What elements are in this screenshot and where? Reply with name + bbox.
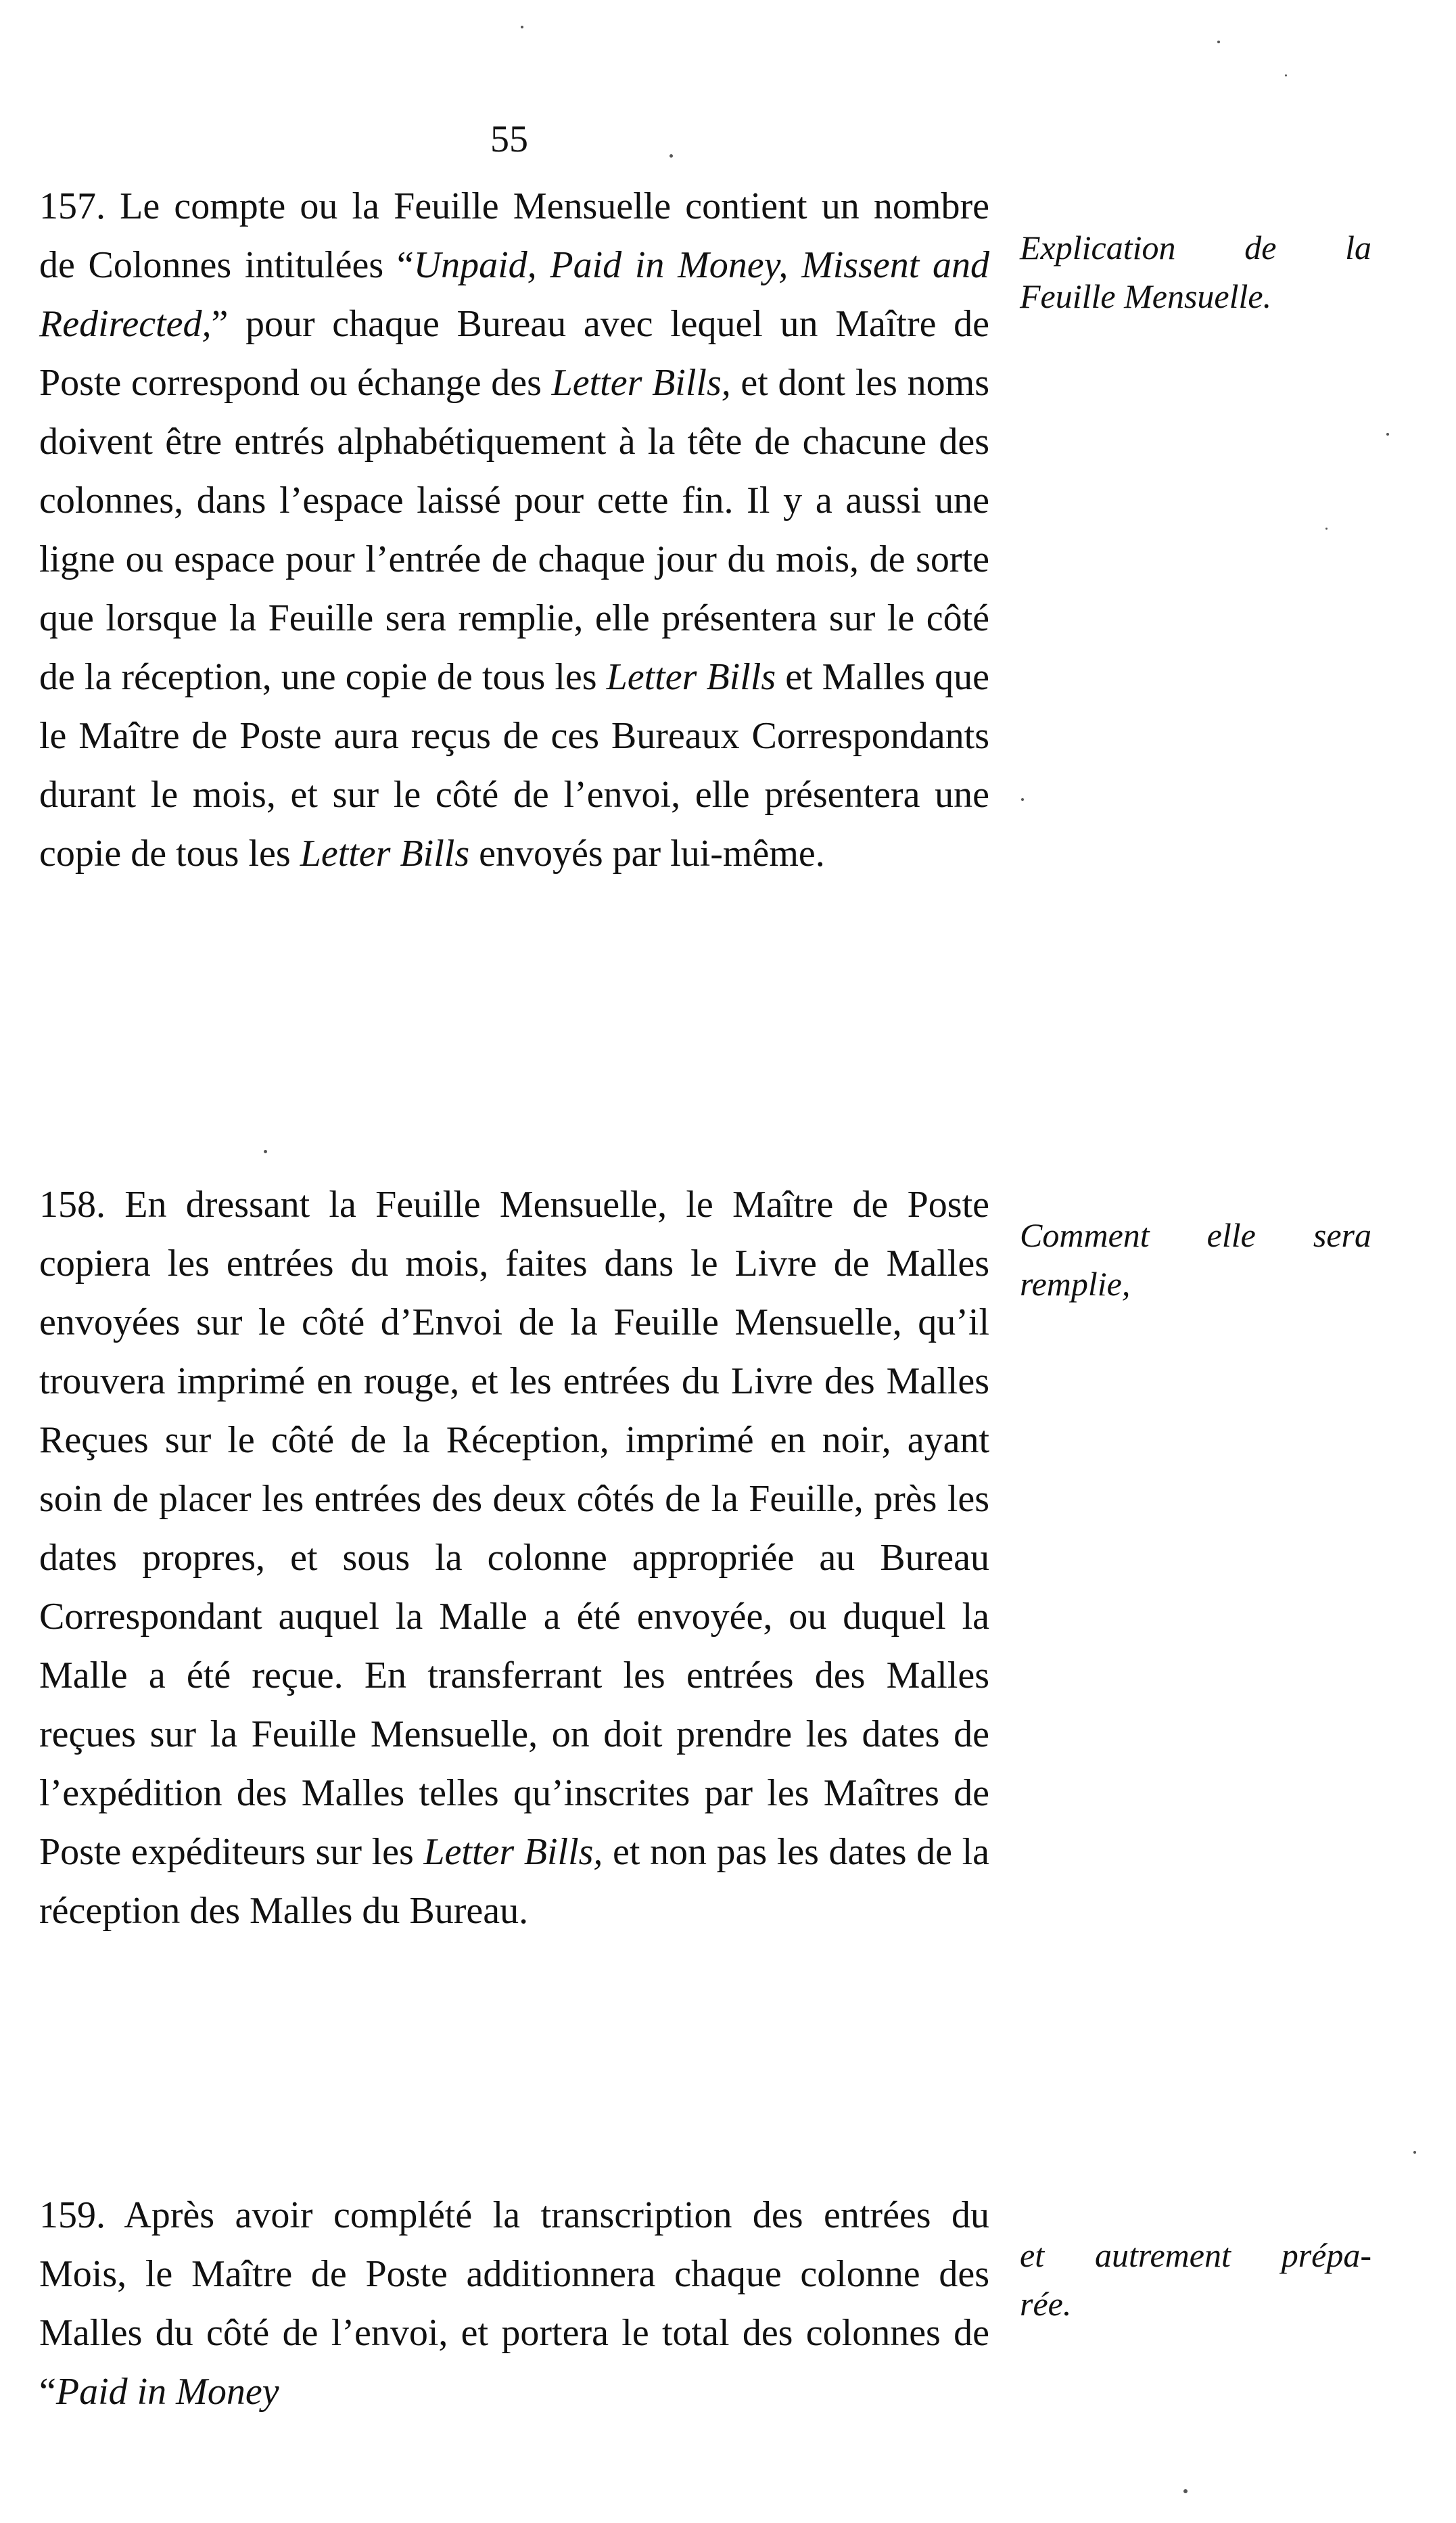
scan-speck xyxy=(1217,41,1220,43)
paragraph-159 xyxy=(39,2186,989,2422)
scan-speck xyxy=(1021,798,1024,801)
paragraph-italic-text: Letter Bills, xyxy=(423,1831,603,1873)
margin-note-line: Comment elle sera xyxy=(1020,1216,1371,1254)
paragraph-number: 157. xyxy=(39,185,105,227)
margin-note-comment xyxy=(1020,1211,1371,1308)
scan-speck xyxy=(1413,2151,1416,2154)
scan-speck xyxy=(521,26,523,28)
paragraph-text: ” pour chaque Bureau avec lequel un Maître de Poste correspond ou échange des xyxy=(39,303,989,404)
scan-speck xyxy=(1325,528,1328,530)
margin-note-line: rée. xyxy=(1020,2285,1072,2323)
margin-note-line: remplie, xyxy=(1020,1265,1131,1303)
margin-note-line: Feuille Mensuelle. xyxy=(1020,277,1272,315)
paragraph-text: et non pas les dates de la réception des Malles du Bureau. xyxy=(39,1831,989,1932)
paragraph-text: En dressant la Feuille Mensuelle, le Maître de Poste copiera les entrées du mois, faites dans le Livre de Malles envoyées sur le côté d’Envoi de la Feuille Mensuelle, qu’il trouvera imprimé en rouge, et les entrées du Livre des Malles Reçues sur le côté de la Réception, imprimé en noir, ayant soin de placer les entrées des deux côtés de la Feuille, près les dates propres, et sous la colonne appropriée au Bureau Correspondant auquel la Malle a été envoyée, ou duquel la Malle a été reçue. En transferrant les entrées des Malles reçues sur la Feuille Mensuelle, on doit prendre les dates de l’expédition des Malles telles qu’inscrites par les Maîtres de Poste expéditeurs sur les xyxy=(39,1184,989,1873)
paragraph-157 xyxy=(39,177,989,883)
scan-speck xyxy=(670,154,673,158)
paragraph-italic-text: Letter Bills, xyxy=(551,362,731,404)
paragraph-italic-text: Paid in Money xyxy=(55,2371,279,2413)
paragraph-text: et Malles que le Maître de Poste aura reçus de ces Bureaux Correspondants durant le mois, et sur le côté de l’envoi, elle présentera une copie de tous les xyxy=(39,656,990,875)
margin-note-line: et autrement prépa- xyxy=(1020,2236,1371,2274)
scan-speck xyxy=(1183,2489,1188,2493)
paragraph-italic-text: Letter Bills xyxy=(300,833,470,875)
margin-note-autrement xyxy=(1020,2231,1371,2328)
margin-note-line: Explication de la xyxy=(1020,229,1371,267)
paragraph-text: Le compte ou la Feuille Mensuelle contient un nombre de Colonnes intitulées “ xyxy=(39,185,989,286)
paragraph-italic-text: Unpaid, Paid in Money, Missent and Redirected, xyxy=(39,244,989,345)
paragraph-italic-text: Letter Bills xyxy=(606,656,776,698)
paragraph-number: 159. xyxy=(39,2194,105,2236)
paragraph-text: envoyés par lui-même. xyxy=(469,833,825,875)
paragraph-text: et dont les noms doivent être entrés alphabétiquement à la tête de chacune des colonnes, dans l’espace laissé pour cette fin. Il y a aussi une ligne ou espace pour l’entrée de chaque jour du mois, de sorte que lorsque la Feuille sera remplie, elle présentera sur le côté de la réception, une copie de tous les xyxy=(39,362,989,698)
scan-speck xyxy=(264,1150,267,1153)
paragraph-text: Après avoir complété la transcription des entrées du Mois, le Maître de Poste additionnera chaque colonne des Malles du côté de l’envoi, et portera le total des colonnes de “ xyxy=(39,2194,989,2413)
page-number: 55 xyxy=(490,118,528,160)
paragraph-158 xyxy=(39,1176,989,1941)
scan-speck xyxy=(1386,433,1389,436)
scan-speck xyxy=(1285,74,1287,76)
margin-note-explication xyxy=(1020,223,1371,321)
paragraph-number: 158. xyxy=(39,1184,105,1226)
